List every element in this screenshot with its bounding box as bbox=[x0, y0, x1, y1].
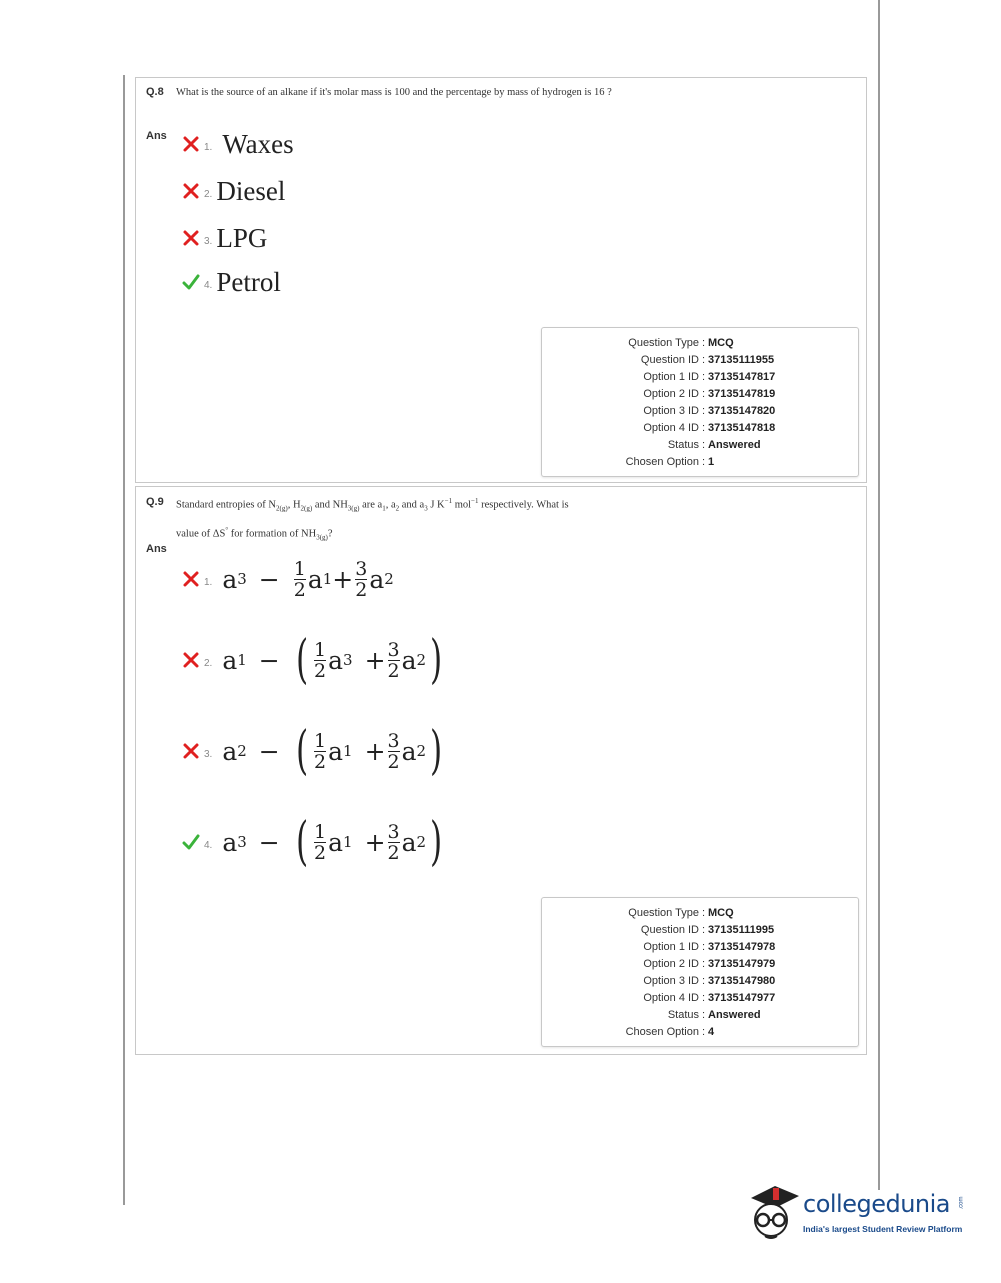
option-4 bbox=[182, 262, 281, 302]
option-number: 2. bbox=[204, 188, 213, 200]
page-right-rule bbox=[878, 0, 880, 1190]
answer-label: Ans bbox=[146, 543, 167, 555]
info-row: Status : Answered bbox=[667, 1008, 761, 1021]
cross-icon bbox=[182, 651, 200, 669]
info-row: Option 2 ID : 37135147819 bbox=[643, 387, 776, 400]
option-2 bbox=[182, 171, 285, 211]
option-4 bbox=[182, 812, 446, 872]
info-row: Option 2 ID : 37135147979 bbox=[643, 957, 776, 970]
info-row: Option 3 ID : 37135147820 bbox=[643, 404, 776, 417]
option-number: 4. bbox=[204, 839, 213, 851]
info-row: Option 4 ID : 37135147818 bbox=[643, 421, 776, 434]
page-left-rule bbox=[123, 75, 125, 1205]
question-text-line-2: value of ΔS° for formation of $NH_{3(g)}$? bbox=[176, 525, 333, 542]
mascot-icon bbox=[745, 1178, 801, 1246]
brand-domain: .com bbox=[958, 1196, 965, 1210]
question-9-panel bbox=[135, 486, 867, 1055]
question-number: Q.9 bbox=[146, 496, 164, 508]
cross-icon bbox=[182, 742, 200, 760]
info-row: Option 1 ID : 37135147978 bbox=[643, 940, 776, 953]
check-icon bbox=[182, 833, 200, 851]
check-icon bbox=[182, 273, 200, 291]
cross-icon bbox=[182, 229, 200, 247]
question-number: Q.8 bbox=[146, 86, 164, 98]
info-row: Option 1 ID : 37135147817 bbox=[643, 370, 776, 383]
option-number: 1. bbox=[204, 141, 213, 153]
question-text-line-1: Standard entropies of $N_{2(g)}$, $H_{2(g)}$ and $NH_{3(g)}$ are $a_1$, $a_2$ and $a_3$ J $K^{-1}$ mol$^{-1}$ respectively. What is bbox=[176, 497, 569, 513]
info-row: Question Type : MCQ bbox=[628, 906, 734, 919]
option-formula: a 3 − $\frac{1}{2}$ a 1 + $\frac{3}{2}$ a 2 bbox=[222, 557, 394, 601]
option-text: Waxes bbox=[222, 128, 294, 159]
option-formula: a 1 − ( $\frac{1}{2}$ a 3 + $\frac{3}{2}$ a 2 ) bbox=[222, 630, 443, 690]
option-text: LPG bbox=[216, 222, 268, 253]
info-row: Question ID : 37135111955 bbox=[640, 353, 775, 366]
option-3 bbox=[182, 721, 446, 781]
option-3 bbox=[182, 218, 267, 258]
info-row: Chosen Option : 4 bbox=[625, 1025, 715, 1038]
cross-icon bbox=[182, 135, 200, 153]
info-row: Question Type : MCQ bbox=[628, 336, 734, 349]
brand-tagline: India's largest Student Review Platform bbox=[803, 1224, 963, 1234]
question-info-box bbox=[541, 897, 859, 1047]
option-1 bbox=[182, 124, 294, 164]
option-text: Petrol bbox=[216, 266, 281, 297]
option-formula: a 3 − ( $\frac{1}{2}$ a 1 + $\frac{3}{2}$ a 2 ) bbox=[222, 812, 443, 872]
info-row: Option 3 ID : 37135147980 bbox=[643, 974, 776, 987]
info-row: Status : Answered bbox=[667, 438, 761, 451]
option-number: 4. bbox=[204, 279, 213, 291]
option-number: 2. bbox=[204, 657, 213, 669]
option-text: Diesel bbox=[216, 175, 286, 206]
info-row: Option 4 ID : 37135147977 bbox=[643, 991, 776, 1004]
option-number: 1. bbox=[204, 576, 213, 588]
collegedunia-logo bbox=[745, 1178, 970, 1248]
cross-icon bbox=[182, 182, 200, 200]
answer-label: Ans bbox=[146, 130, 167, 142]
question-text bbox=[176, 491, 666, 548]
question-8-panel bbox=[135, 77, 867, 483]
cross-icon bbox=[182, 570, 200, 588]
question-text: What is the source of an alkane if it's molar mass is 100 and the percentage by mass of hydrogen is 16 ? bbox=[176, 87, 612, 98]
option-formula: a 2 − ( $\frac{1}{2}$ a 1 + $\frac{3}{2}$ a 2 ) bbox=[222, 721, 443, 781]
question-info-box bbox=[541, 327, 859, 477]
info-row: Question ID : 37135111995 bbox=[640, 923, 775, 936]
option-1 bbox=[182, 555, 394, 603]
option-2 bbox=[182, 630, 446, 690]
option-number: 3. bbox=[204, 748, 213, 760]
info-row: Chosen Option : 1 bbox=[625, 455, 715, 468]
option-number: 3. bbox=[204, 235, 213, 247]
brand-name: collegedunia bbox=[803, 1190, 951, 1218]
